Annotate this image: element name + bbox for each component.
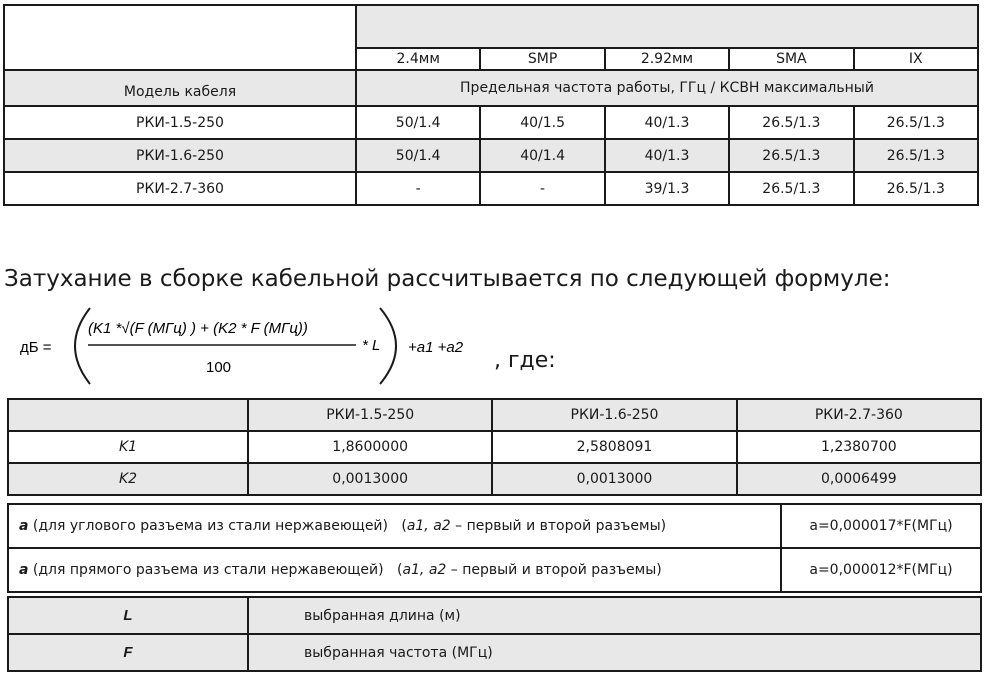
coefficient-name: K2 <box>8 463 248 495</box>
table-row <box>8 634 981 671</box>
connector-text: (для углового разъема из стали нержавеющей) <box>32 518 388 534</box>
model-header: Модель кабеля <box>4 70 356 106</box>
table-row <box>4 106 978 139</box>
formula-numerator: (K1 *√(F (МГц) ) + (K2 * F (МГц)) <box>88 320 308 337</box>
coefficient-value: 1,8600000 <box>248 431 492 463</box>
table-row <box>8 504 981 548</box>
model-cell: РКИ-1.5-250 <box>4 106 356 139</box>
value-cell: 26.5/1.3 <box>854 172 978 205</box>
coefficient-value: 0,0006499 <box>737 463 981 495</box>
formula-lhs: дБ = <box>20 339 52 356</box>
spec-table-corner <box>4 5 356 70</box>
value-cell: 39/1.3 <box>605 172 729 205</box>
connector-note-text: – первый и второй разъемы <box>455 518 661 534</box>
formula-denominator: 100 <box>206 359 232 376</box>
connector-symbol: a <box>19 562 29 578</box>
frequency-header: Предельная частота работы, ГГц / КСВН максимальный <box>356 70 978 106</box>
value-cell: 40/1.3 <box>605 106 729 139</box>
value-cell: 50/1.4 <box>356 139 480 172</box>
connector-note-symbols: a1, a2 <box>402 562 447 578</box>
connector-note-symbols: a1, a2 <box>406 518 451 534</box>
connector-header: SMA <box>729 48 853 70</box>
formula-heading: Затухание в сборке кабельной рассчитывается по следующей формуле: <box>4 266 891 292</box>
coefficient-value: 0,0013000 <box>492 463 736 495</box>
value-cell: 26.5/1.3 <box>729 139 853 172</box>
connector-value: a=0,000012*F(МГц) <box>781 548 981 592</box>
table-row <box>8 548 981 592</box>
connector-value: a=0,000017*F(МГц) <box>781 504 981 548</box>
variable-label: выбранная длина (м) <box>248 597 981 634</box>
value-cell: - <box>356 172 480 205</box>
value-cell: 40/1.4 <box>480 139 604 172</box>
table-row <box>8 463 981 495</box>
formula-suffix: , где: <box>494 348 556 373</box>
table-row <box>8 431 981 463</box>
connector-symbol: a <box>19 518 29 534</box>
model-cell: РКИ-2.7-360 <box>4 172 356 205</box>
coefficient-name: K1 <box>8 431 248 463</box>
table-row <box>4 172 978 205</box>
right-paren <box>380 308 396 384</box>
value-cell: 26.5/1.3 <box>854 139 978 172</box>
coefficient-table <box>7 398 982 496</box>
connector-description: a (для углового разъема из стали нержавеющей) (a1, a2 – первый и второй разъемы) <box>8 504 781 548</box>
connector-description: a (для прямого разъема из стали нержавеющей) (a1, a2 – первый и второй разъемы) <box>8 548 781 592</box>
coefficient-corner <box>8 399 248 431</box>
value-cell: 40/1.5 <box>480 106 604 139</box>
attenuation-formula <box>20 300 490 396</box>
table-row <box>4 139 978 172</box>
connector-header: SMP <box>480 48 604 70</box>
connector-text: (для прямого разъема из стали нержавеющей) <box>32 562 384 578</box>
connector-header: 2.92мм <box>605 48 729 70</box>
connector-header: 2.4мм <box>356 48 480 70</box>
variable-symbol: F <box>8 634 248 671</box>
formula-tail: +a1 +a2 <box>408 339 464 356</box>
connector-loss-table <box>7 503 982 593</box>
connector-note-text: – первый и второй разъемы <box>450 562 657 578</box>
spec-table <box>3 4 979 206</box>
model-header: РКИ-1.6-250 <box>492 399 736 431</box>
variable-symbol: L <box>8 597 248 634</box>
model-cell: РКИ-1.6-250 <box>4 139 356 172</box>
model-header: РКИ-2.7-360 <box>737 399 981 431</box>
value-cell: 26.5/1.3 <box>729 172 853 205</box>
variable-label: выбранная частота (МГц) <box>248 634 981 671</box>
value-cell: 26.5/1.3 <box>854 106 978 139</box>
spec-table-top-band <box>356 5 978 48</box>
coefficient-value: 2,5808091 <box>492 431 736 463</box>
coefficient-value: 1,2380700 <box>737 431 981 463</box>
value-cell: 50/1.4 <box>356 106 480 139</box>
table-row <box>8 597 981 634</box>
value-cell: 40/1.3 <box>605 139 729 172</box>
value-cell: - <box>480 172 604 205</box>
formula-graphic <box>20 300 490 392</box>
value-cell: 26.5/1.3 <box>729 106 853 139</box>
table-row <box>8 399 981 431</box>
model-header: РКИ-1.5-250 <box>248 399 492 431</box>
coefficient-value: 0,0013000 <box>248 463 492 495</box>
formula-times-l: * L <box>362 337 381 354</box>
variable-legend-table <box>7 596 982 672</box>
connector-header: IX <box>854 48 978 70</box>
